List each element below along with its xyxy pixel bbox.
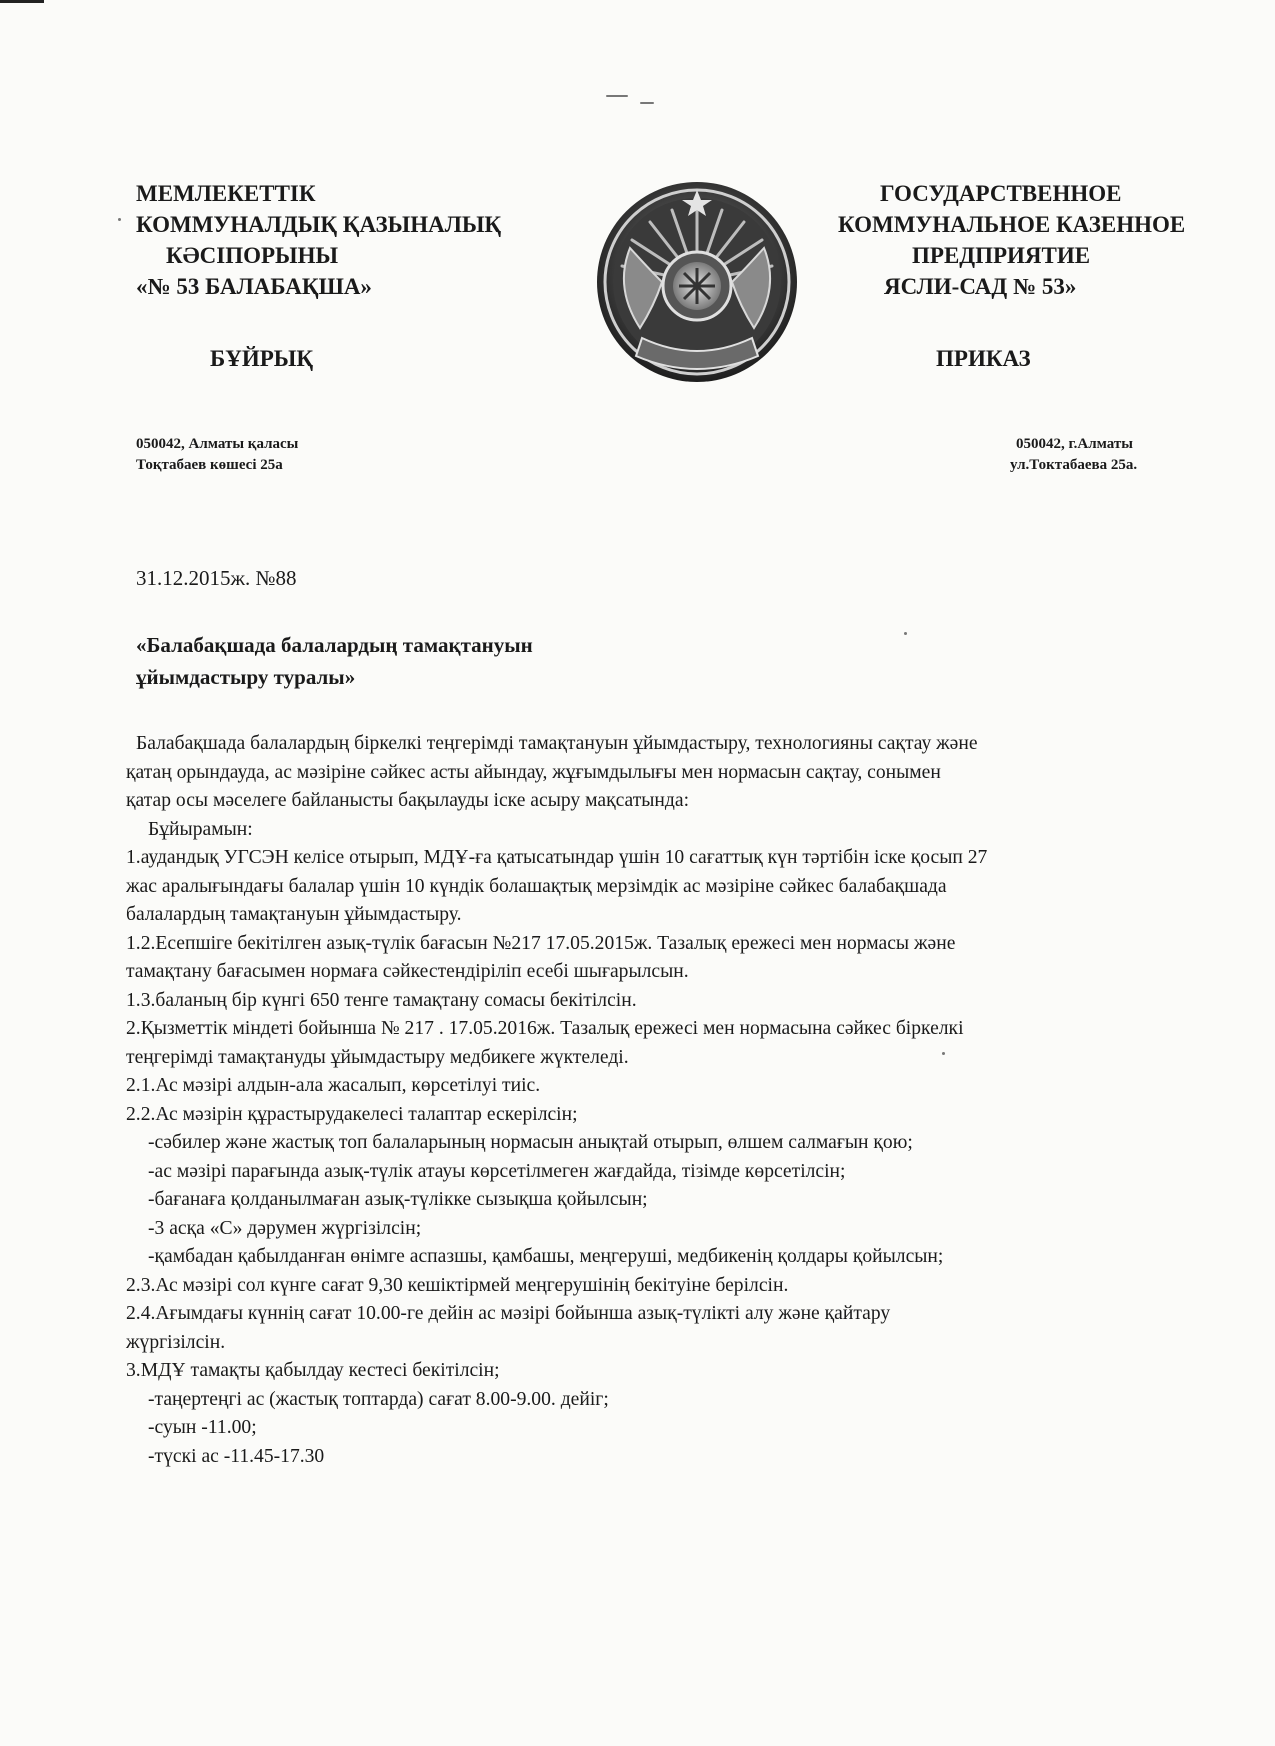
org-name-russian-line: КОММУНАЛЬНОЕ КАЗЕННОЕ xyxy=(838,212,1186,237)
body-line: қатар осы мәселеге байланысты бақылауды іске асыру мақсатында: xyxy=(126,790,690,811)
address-line: ул.Токтабаева 25а. xyxy=(1010,457,1138,473)
body-line: 3.МДҰ тамақты қабылдау кестесі бекітілсін; xyxy=(126,1360,500,1381)
org-name-russian-line: ПРЕДПРИЯТИЕ xyxy=(912,243,1091,268)
address-line: Тоқтабаев көшесі 25а xyxy=(136,457,283,473)
order-subject xyxy=(136,629,533,693)
org-name-russian-line: ГОСУДАРСТВЕННОЕ xyxy=(880,181,1122,206)
order-subject-line: ұйымдастыру туралы» xyxy=(136,665,356,689)
body-line: 1.аудандық УГСЭН келісе отырып, МДҰ-ға қатысатындар үшін 10 сағаттық күн тәртібін іске қосып 27 xyxy=(126,847,988,868)
body-line: -ас мәзірі парағында азық-түлік атауы көрсетілмеген жағдайда, тізімде көрсетілсін; xyxy=(148,1160,846,1182)
org-name-kazakh xyxy=(136,178,501,302)
org-name-russian-line: ЯСЛИ-САД № 53» xyxy=(884,274,1077,299)
body-line: балалардың тамақтануын ұйымдастыру. xyxy=(126,904,462,925)
scan-speck xyxy=(640,102,654,104)
body-line: -қамбадан қабылданған өнімге аспазшы, қамбашы, меңгеруші, медбикенің қолдары қойылсын; xyxy=(148,1246,944,1267)
order-title-russian: ПРИКАЗ xyxy=(936,346,1031,371)
body-line: 1.3.баланың бір күнгі 650 тенге тамақтану сомасы бекітілсін. xyxy=(126,989,637,1011)
org-name-kazakh-line: КОММУНАЛДЫҚ ҚАЗЫНАЛЫҚ xyxy=(136,212,502,237)
state-emblem-icon xyxy=(592,178,802,392)
scan-edge-mark xyxy=(0,0,44,3)
body-line: -суын -11.00; xyxy=(148,1417,257,1438)
org-name-russian xyxy=(838,178,1185,302)
body-line: 2.4.Ағымдағы күннің сағат 10.00-ге дейін ас мәзірі бойынша азық-түлікті алу және қайтару xyxy=(126,1303,891,1324)
order-title-kazakh: БҰЙРЫҚ xyxy=(210,346,314,371)
org-name-kazakh-line: «№ 53 БАЛАБАҚША» xyxy=(136,274,372,299)
body-line: Бұйырамын: xyxy=(148,818,253,840)
address-line: 050042, г.Алматы xyxy=(1016,436,1133,452)
body-line: Балабақшада балалардың біркелкі теңгерімді тамақтануын ұйымдастыру, технологияны сақтау және xyxy=(136,733,978,754)
body-line: тамақтану бағасымен нормаға сәйкестендіріліп есебі шығарылсын. xyxy=(126,961,689,982)
body-line: 2.2.Ас мәзірін құрастырудакелесі талаптар ескерілсін; xyxy=(126,1103,578,1125)
body-line: жүргізілсін. xyxy=(126,1331,226,1353)
body-line: -түскі ас -11.45-17.30 xyxy=(148,1445,325,1467)
order-body xyxy=(126,730,1256,1471)
body-line: -бағанаға қолданылмаған азық-түлікке сызықша қойылсын; xyxy=(148,1189,648,1210)
body-line: -3 асқа «С» дәрумен жүргізілсін; xyxy=(148,1217,422,1239)
body-line: жас аралығындағы балалар үшін 10 күндік болашақтық мерзімдік ас мәзіріне сәйкес балабақшада xyxy=(126,875,947,897)
order-date-number: 31.12.2015ж. №88 xyxy=(136,566,297,590)
body-line: 2.3.Ас мәзірі сол күнге сағат 9,30 кешіктірмей меңгерушінің бекітуіне берілсін. xyxy=(126,1274,789,1296)
body-line: -сәбилер және жастық топ балаларының нормасын анықтай отырып, өлшем салмағын қою; xyxy=(148,1132,913,1153)
scan-speck xyxy=(606,95,628,97)
body-line: теңгерімді тамақтануды ұйымдастыру медбикеге жүктеледі. xyxy=(126,1046,629,1068)
scan-speck xyxy=(904,632,907,635)
address-kazakh xyxy=(136,434,298,476)
body-line: 1.2.Есепшіге бекітілген азық-түлік бағасын №217 17.05.2015ж. Тазалық ережесі мен нормасы және xyxy=(126,932,956,954)
body-line: қатаң орындауда, ас мәзіріне сәйкес асты айындау, жұғымдылығы мен нормасын сақтау, сонымен xyxy=(126,761,941,783)
scan-speck xyxy=(118,218,121,221)
body-line: 2.Қызметтік міндеті бойынша № 217 . 17.05.2016ж. Тазалық ережесі мен нормасына сәйкес біркелкі xyxy=(126,1018,964,1039)
address-line: 050042, Алматы қаласы xyxy=(136,436,299,452)
org-name-kazakh-line: КӘСІПОРЫНЫ xyxy=(166,243,339,268)
org-name-kazakh-line: МЕМЛЕКЕТТІК xyxy=(136,181,316,206)
order-subject-line: «Балабақшада балалардың тамақтануын xyxy=(136,633,533,657)
body-line: 2.1.Ас мәзірі алдын-ала жасалып, көрсетілуі тиіс. xyxy=(126,1075,541,1096)
address-russian xyxy=(1010,434,1138,476)
body-line: -таңертеңгі ас (жастық топтарда) сағат 8.00-9.00. дейіг; xyxy=(148,1388,609,1410)
